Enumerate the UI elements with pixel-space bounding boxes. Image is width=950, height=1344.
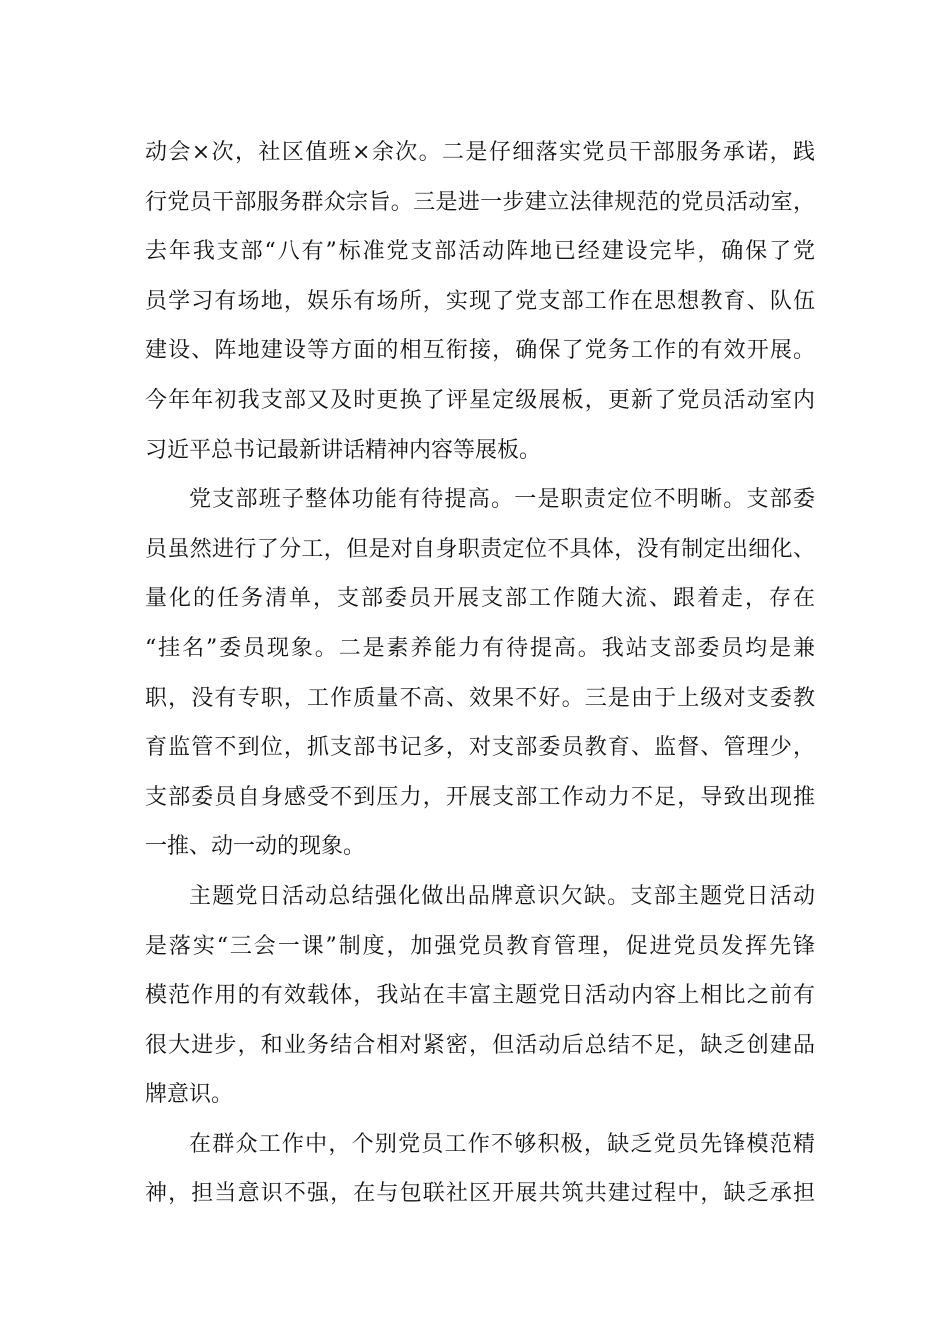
text-line: 今年年初我支部又及时更换了评星定级展板，更新了党员活动室内 — [145, 387, 815, 413]
text-line: 量化的任务清单，支部委员开展支部工作随大流、跟着走，存在 — [145, 586, 815, 612]
text-line: 去年我支部“八有”标准党支部活动阵地已经建设完毕，确保了党 — [145, 239, 815, 265]
text-line: 很大进步，和业务结合相对紧密，但活动后总结不足，缺乏创建品 — [145, 1032, 815, 1058]
text-line: 员虽然进行了分工，但是对自身职责定位不具体，没有制定出细化、 — [145, 536, 815, 562]
body-text — [145, 128, 815, 1219]
text-line: 在群众工作中，个别党员工作不够积极，缺乏党员先锋模范精 — [189, 1131, 815, 1157]
text-line: 是落实“三会一课”制度，加强党员教育管理，促进党员发挥先锋 — [145, 933, 815, 959]
text-line: 职，没有专职，工作质量不高、效果不好。三是由于上级对支委教 — [145, 685, 815, 711]
text-line: 党支部班子整体功能有待提高。一是职责定位不明晰。支部委 — [189, 487, 815, 513]
text-line: 一推、动一动的现象。 — [145, 834, 366, 860]
paragraph — [145, 475, 815, 872]
paragraph — [145, 1120, 815, 1219]
text-line: 主题党日活动总结强化做出品牌意识欠缺。支部主题党日活动 — [189, 883, 815, 909]
text-line: 行党员干部服务群众宗旨。三是进一步建立法律规范的党员活动室， — [145, 189, 815, 215]
text-line: 支部委员自身感受不到压力，开展支部工作动力不足，导致出现推 — [145, 784, 815, 810]
text-line: 育监管不到位，抓支部书记多，对支部委员教育、监督、管理少， — [145, 735, 815, 761]
text-line: 习近平总书记最新讲话精神内容等展板。 — [145, 437, 542, 463]
paragraph — [145, 128, 815, 475]
text-line: 动会×次，社区值班×余次。二是仔细落实党员干部服务承诺，践 — [145, 140, 815, 165]
paragraph — [145, 872, 815, 1120]
text-line: 建设、阵地建设等方面的相互衔接，确保了党务工作的有效开展。 — [145, 338, 815, 364]
text-line: “挂名”委员现象。二是素养能力有待提高。我站支部委员均是兼 — [145, 635, 815, 661]
text-line: 模范作用的有效载体，我站在丰富主题党日活动内容上相比之前有 — [145, 983, 815, 1009]
text-line: 员学习有场地，娱乐有场所，实现了党支部工作在思想教育、队伍 — [145, 288, 815, 314]
text-line: 牌意识。 — [145, 1082, 234, 1108]
text-line: 神，担当意识不强，在与包联社区开展共筑共建过程中，缺乏承担 — [145, 1181, 815, 1207]
